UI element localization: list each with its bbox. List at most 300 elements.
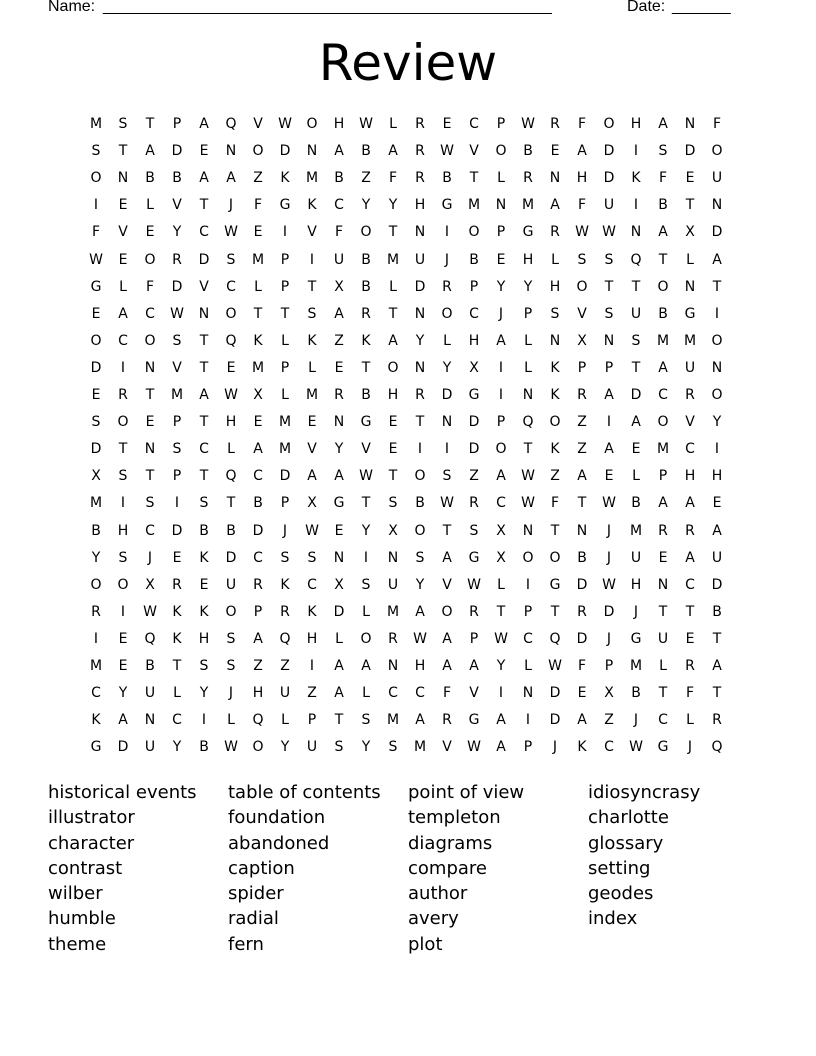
grid-letter: K xyxy=(91,712,101,729)
grid-letter: T xyxy=(226,495,236,512)
grid-letter: D xyxy=(279,143,291,160)
grid-letter: K xyxy=(361,332,371,349)
grid-letter: C xyxy=(253,549,263,566)
grid-letter: R xyxy=(415,116,425,132)
grid-letter: E xyxy=(91,305,101,322)
grid-letter: I xyxy=(309,251,315,268)
grid-letter: L xyxy=(659,658,667,674)
grid-letter: H xyxy=(414,197,426,214)
grid-letter: T xyxy=(658,251,668,268)
grid-letter: G xyxy=(522,224,534,241)
grid-letter: M xyxy=(656,332,670,349)
grid-letter: V xyxy=(442,739,452,756)
grid-letter: M xyxy=(413,739,427,756)
grid-letter: T xyxy=(199,197,209,214)
grid-letter: H xyxy=(711,468,723,485)
grid-letter: N xyxy=(522,685,534,702)
grid-letter: B xyxy=(523,143,533,160)
grid-letter: K xyxy=(172,630,182,647)
grid-letter: C xyxy=(226,278,236,295)
grid-letter: M xyxy=(305,387,319,403)
grid-letter: L xyxy=(389,116,397,132)
grid-letter: V xyxy=(118,224,128,241)
grid-letter: B xyxy=(253,495,263,512)
grid-letter: M xyxy=(278,441,292,458)
grid-letter: O xyxy=(117,414,129,431)
grid-letter: O xyxy=(252,143,264,160)
grid-letter: S xyxy=(361,576,371,593)
grid-letter: E xyxy=(604,468,614,485)
grid-letter: S xyxy=(415,549,425,566)
grid-letter: I xyxy=(606,414,612,431)
grid-letter: W xyxy=(548,658,562,674)
grid-letter: R xyxy=(361,305,371,322)
grid-letter: C xyxy=(388,685,398,702)
word-item: contrast xyxy=(48,857,123,879)
grid-letter: H xyxy=(387,387,399,403)
word-item: character xyxy=(48,832,135,854)
grid-letter: B xyxy=(334,170,344,187)
grid-letter: B xyxy=(361,387,371,403)
grid-letter: D xyxy=(414,278,426,295)
grid-letter: W xyxy=(602,576,616,593)
grid-letter: A xyxy=(712,522,722,539)
grid-letter: J xyxy=(633,603,639,620)
grid-letter: S xyxy=(604,305,614,322)
grid-letter: T xyxy=(685,603,695,620)
grid-letter: T xyxy=(577,495,587,512)
grid-letter: A xyxy=(469,658,479,674)
grid-letter: N xyxy=(495,197,507,214)
grid-letter: R xyxy=(415,387,425,403)
grid-letter: A xyxy=(604,387,614,403)
grid-letter: G xyxy=(549,576,561,593)
grid-letter: Y xyxy=(388,197,398,214)
grid-letter: A xyxy=(442,658,452,674)
grid-letter: O xyxy=(225,603,237,620)
grid-letter: O xyxy=(495,441,507,458)
word-item: glossary xyxy=(588,832,664,854)
grid-letter: K xyxy=(550,387,560,403)
grid-letter: O xyxy=(225,305,237,322)
grid-letter: C xyxy=(496,495,506,512)
grid-letter: X xyxy=(91,468,101,485)
grid-letter: R xyxy=(172,251,182,268)
grid-letter: O xyxy=(657,414,669,431)
grid-letter: B xyxy=(199,739,209,756)
grid-letter: A xyxy=(496,739,506,756)
grid-letter: B xyxy=(577,549,587,566)
grid-letter: I xyxy=(120,495,126,512)
grid-letter: J xyxy=(552,739,558,756)
grid-letter: B xyxy=(199,522,209,539)
grid-letter: D xyxy=(576,630,588,647)
grid-letter: B xyxy=(172,170,182,187)
grid-letter: Q xyxy=(225,116,237,132)
grid-letter: X xyxy=(496,522,506,539)
grid-letter: A xyxy=(226,170,236,187)
word-item: caption xyxy=(228,857,295,879)
grid-letter: K xyxy=(550,359,560,376)
grid-letter: A xyxy=(118,305,128,322)
grid-letter: T xyxy=(199,414,209,431)
grid-letter: M xyxy=(629,522,643,539)
grid-letter: A xyxy=(199,116,209,132)
grid-letter: O xyxy=(711,387,723,403)
grid-letter: D xyxy=(117,739,129,756)
grid-letter: Y xyxy=(415,332,425,349)
grid-letter: J xyxy=(633,712,639,729)
grid-letter: K xyxy=(550,441,560,458)
grid-letter: T xyxy=(550,603,560,620)
grid-letter: T xyxy=(172,658,182,674)
grid-letter: I xyxy=(309,658,315,674)
grid-letter: A xyxy=(442,630,452,647)
grid-letter: D xyxy=(630,387,642,403)
grid-letter: S xyxy=(172,441,182,458)
grid-letter: N xyxy=(414,224,426,241)
grid-letter: L xyxy=(281,387,289,403)
grid-letter: T xyxy=(388,224,398,241)
grid-letter: T xyxy=(550,522,560,539)
grid-letter: E xyxy=(577,685,587,702)
grid-letter: X xyxy=(334,576,344,593)
grid-letter: M xyxy=(629,658,643,674)
grid-letter: E xyxy=(199,143,209,160)
grid-letter: A xyxy=(307,468,317,485)
grid-letter: Y xyxy=(199,685,209,702)
date-label: Date: xyxy=(627,0,666,15)
grid-letter: S xyxy=(604,251,614,268)
grid-letter: F xyxy=(577,197,587,214)
grid-letter: B xyxy=(712,603,722,620)
grid-letter: V xyxy=(361,441,371,458)
grid-letter: Y xyxy=(361,739,371,756)
grid-letter: I xyxy=(633,143,639,160)
word-item: spider xyxy=(228,883,284,905)
grid-letter: L xyxy=(497,576,505,593)
grid-letter: F xyxy=(577,658,587,674)
grid-letter: S xyxy=(658,143,668,160)
grid-letter: S xyxy=(307,305,317,322)
grid-letter: J xyxy=(687,739,693,756)
grid-letter: A xyxy=(118,712,128,729)
grid-letter: T xyxy=(199,468,209,485)
word-item: point of view xyxy=(408,782,525,803)
grid-letter: E xyxy=(334,359,344,376)
grid-letter: E xyxy=(199,576,209,593)
grid-letter: E xyxy=(307,414,317,431)
grid-letter: H xyxy=(630,576,642,593)
grid-letter: U xyxy=(657,630,669,647)
grid-letter: H xyxy=(225,414,237,431)
grid-letter: O xyxy=(90,332,102,349)
grid-letter: Y xyxy=(172,739,182,756)
grid-letter: P xyxy=(469,630,479,647)
grid-letter: R xyxy=(388,630,398,647)
grid-letter: D xyxy=(549,712,561,729)
grid-letter: A xyxy=(388,332,398,349)
grid-letter: N xyxy=(684,278,696,295)
grid-letter: T xyxy=(469,170,479,187)
grid-letter: T xyxy=(199,332,209,349)
grid-letter: K xyxy=(172,603,182,620)
grid-letter: T xyxy=(280,305,290,322)
grid-letter: R xyxy=(280,603,290,620)
grid-letter: C xyxy=(523,630,533,647)
word-list-column xyxy=(228,780,408,957)
grid-letter: T xyxy=(685,197,695,214)
grid-letter: A xyxy=(334,143,344,160)
grid-letter: W xyxy=(494,630,508,647)
grid-letter: E xyxy=(496,251,506,268)
grid-letter: F xyxy=(145,278,155,295)
grid-letter: U xyxy=(225,576,237,593)
grid-letter: S xyxy=(199,658,209,674)
grid-letter: P xyxy=(577,359,587,376)
grid-letter: A xyxy=(712,251,722,268)
grid-letter: Q xyxy=(225,332,237,349)
grid-letter: G xyxy=(360,414,372,431)
grid-letter: L xyxy=(524,359,532,376)
grid-letter: L xyxy=(335,630,343,647)
grid-letter: Z xyxy=(253,170,263,187)
grid-letter: G xyxy=(90,739,102,756)
word-item: illustrator xyxy=(48,807,135,829)
grid-letter: P xyxy=(604,658,614,674)
grid-letter: T xyxy=(496,603,506,620)
grid-letter: A xyxy=(577,143,587,160)
grid-letter: C xyxy=(199,224,209,241)
grid-letter: Y xyxy=(334,441,344,458)
grid-letter: F xyxy=(658,170,668,187)
grid-letter: J xyxy=(228,197,234,214)
grid-letter: D xyxy=(225,549,237,566)
grid-letter: L xyxy=(362,685,370,702)
grid-letter: Q xyxy=(279,630,291,647)
grid-letter: B xyxy=(145,170,155,187)
grid-letter: L xyxy=(497,170,505,187)
grid-letter: X xyxy=(145,576,155,593)
grid-letter: Q xyxy=(522,414,534,431)
grid-letter: M xyxy=(278,414,292,431)
grid-letter: D xyxy=(90,359,102,376)
grid-letter: A xyxy=(334,658,344,674)
grid-letter: B xyxy=(658,305,668,322)
grid-letter: O xyxy=(549,549,561,566)
grid-letter: E xyxy=(118,658,128,674)
grid-letter: E xyxy=(226,359,236,376)
grid-letter: V xyxy=(172,197,182,214)
grid-letter: O xyxy=(252,739,264,756)
grid-letter: R xyxy=(550,224,560,241)
grid-letter: Y xyxy=(415,576,425,593)
grid-letter: N xyxy=(414,305,426,322)
grid-letter: L xyxy=(227,712,235,729)
grid-letter: T xyxy=(145,468,155,485)
grid-letter: D xyxy=(468,441,480,458)
grid-letter: I xyxy=(525,576,531,593)
grid-letter: W xyxy=(629,739,643,756)
grid-letter: O xyxy=(90,576,102,593)
grid-letter: P xyxy=(280,495,290,512)
grid-letter: D xyxy=(171,143,183,160)
grid-letter: I xyxy=(120,603,126,620)
grid-letter: A xyxy=(334,468,344,485)
grid-letter: V xyxy=(307,224,317,241)
grid-letter: W xyxy=(89,251,103,268)
grid-letter: I xyxy=(714,305,720,322)
grid-letter: F xyxy=(712,116,722,132)
grid-letter: A xyxy=(388,143,398,160)
grid-letter: M xyxy=(683,332,697,349)
grid-letter: O xyxy=(387,359,399,376)
word-item: humble xyxy=(48,908,116,930)
grid-letter: S xyxy=(577,251,587,268)
grid-letter: A xyxy=(631,414,641,431)
grid-letter: S xyxy=(550,305,560,322)
grid-letter: O xyxy=(549,414,561,431)
grid-letter: G xyxy=(468,712,480,729)
grid-letter: U xyxy=(603,197,615,214)
grid-letter: I xyxy=(498,387,504,403)
grid-letter: R xyxy=(415,143,425,160)
grid-letter: S xyxy=(199,495,209,512)
grid-letter: Y xyxy=(712,414,722,431)
grid-letter: I xyxy=(363,549,369,566)
grid-letter: R xyxy=(442,278,452,295)
grid-letter: A xyxy=(145,143,155,160)
grid-letter: T xyxy=(712,278,722,295)
grid-letter: O xyxy=(603,116,615,132)
grid-letter: M xyxy=(521,197,535,214)
grid-letter: X xyxy=(469,359,479,376)
grid-letter: W xyxy=(143,603,157,620)
grid-letter: O xyxy=(414,468,426,485)
grid-letter: L xyxy=(281,332,289,349)
grid-letter: T xyxy=(307,278,317,295)
grid-letter: O xyxy=(522,549,534,566)
grid-letter: V xyxy=(307,441,317,458)
grid-letter: M xyxy=(251,251,265,268)
grid-letter: O xyxy=(441,603,453,620)
grid-letter: U xyxy=(711,549,723,566)
grid-letter: B xyxy=(361,278,371,295)
grid-letter: H xyxy=(522,251,534,268)
grid-letter: W xyxy=(602,495,616,512)
grid-letter: O xyxy=(360,630,372,647)
grid-letter: G xyxy=(684,305,696,322)
grid-letter: W xyxy=(467,739,481,756)
grid-letter: W xyxy=(440,143,454,160)
grid-letter: H xyxy=(252,685,264,702)
grid-letter: K xyxy=(577,739,587,756)
grid-letter: T xyxy=(658,685,668,702)
grid-letter: H xyxy=(630,116,642,132)
grid-letter: B xyxy=(361,251,371,268)
grid-letter: M xyxy=(89,658,103,674)
grid-letter: D xyxy=(171,278,183,295)
grid-letter: R xyxy=(172,576,182,593)
grid-letter: D xyxy=(711,224,723,241)
grid-letter: K xyxy=(253,332,263,349)
grid-letter: H xyxy=(333,116,345,132)
grid-letter: I xyxy=(633,197,639,214)
grid-letter: R xyxy=(415,170,425,187)
grid-letter: A xyxy=(658,359,668,376)
grid-letter: H xyxy=(306,630,318,647)
grid-letter: P xyxy=(172,116,182,132)
grid-letter: Y xyxy=(496,278,506,295)
grid-letter: M xyxy=(386,251,400,268)
grid-letter: B xyxy=(145,658,155,674)
grid-letter: D xyxy=(333,603,345,620)
grid-letter: M xyxy=(656,441,670,458)
grid-letter: N xyxy=(657,576,669,593)
grid-letter: N xyxy=(333,414,345,431)
grid-letter: L xyxy=(362,603,370,620)
grid-letter: S xyxy=(469,522,479,539)
grid-letter: P xyxy=(523,739,533,756)
grid-letter: P xyxy=(658,468,668,485)
grid-letter: G xyxy=(468,387,480,403)
grid-letter: L xyxy=(443,332,451,349)
grid-letter: U xyxy=(414,251,426,268)
grid-letter: Q xyxy=(711,739,723,756)
grid-letter: T xyxy=(118,441,128,458)
grid-letter: W xyxy=(224,387,238,403)
word-item: geodes xyxy=(588,883,654,905)
grid-letter: O xyxy=(441,305,453,322)
grid-letter: P xyxy=(253,603,263,620)
grid-letter: W xyxy=(305,522,319,539)
grid-letter: S xyxy=(334,739,344,756)
grid-letter: E xyxy=(118,197,128,214)
grid-letter: N xyxy=(711,359,723,376)
grid-letter: V xyxy=(685,414,695,431)
grid-letter: S xyxy=(361,712,371,729)
grid-letter: M xyxy=(89,116,103,132)
grid-letter: B xyxy=(361,143,371,160)
grid-letter: K xyxy=(307,332,317,349)
grid-letter: B xyxy=(658,197,668,214)
grid-letter: R xyxy=(577,387,587,403)
grid-letter: L xyxy=(551,251,559,268)
grid-letter: O xyxy=(495,143,507,160)
grid-letter: S xyxy=(442,468,452,485)
grid-letter: C xyxy=(91,685,101,702)
grid-letter: A xyxy=(685,549,695,566)
grid-letter: C xyxy=(199,441,209,458)
grid-letter: N xyxy=(549,170,561,187)
grid-letter: R xyxy=(523,170,533,187)
grid-letter: Y xyxy=(280,739,290,756)
grid-letter: E xyxy=(145,414,155,431)
grid-letter: U xyxy=(144,739,156,756)
grid-letter: A xyxy=(334,685,344,702)
grid-letter: J xyxy=(444,251,450,268)
grid-letter: W xyxy=(359,116,373,132)
grid-letter: Q xyxy=(549,630,561,647)
word-item: setting xyxy=(588,857,651,879)
grid-letter: R xyxy=(469,495,479,512)
grid-letter: T xyxy=(415,414,425,431)
grid-letter: P xyxy=(523,305,533,322)
grid-letter: R xyxy=(550,116,560,132)
grid-letter: L xyxy=(308,359,316,376)
grid-letter: A xyxy=(199,170,209,187)
grid-letter: L xyxy=(173,685,181,702)
